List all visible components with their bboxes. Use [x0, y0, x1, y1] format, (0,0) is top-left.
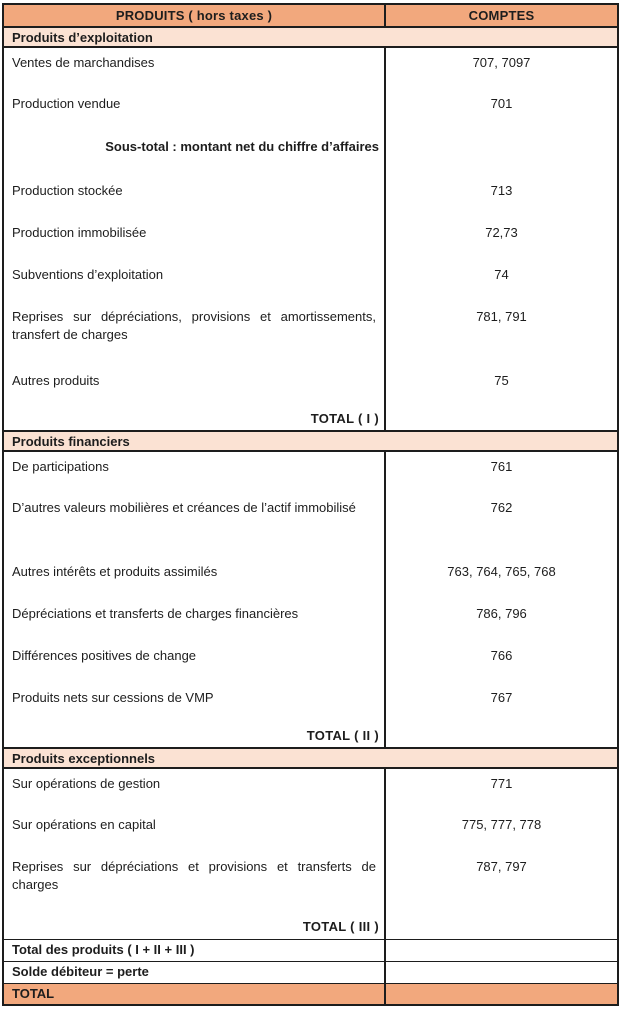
table-row — [3, 810, 618, 852]
line-item-label: Subventions d’exploitation — [3, 260, 385, 302]
section-band-row — [3, 431, 618, 451]
table-row — [3, 408, 618, 431]
line-item-label: Reprises sur dépréciations et provisions et transferts de charges — [3, 852, 385, 916]
line-item-label: Ventes de marchandises — [3, 47, 385, 89]
footer-label: Total des produits ( I + II + III ) — [3, 939, 385, 961]
footer-label: TOTAL — [3, 983, 385, 1005]
account-codes — [385, 408, 618, 431]
section-total-label: TOTAL ( I ) — [3, 408, 385, 431]
account-codes: 762 — [490, 500, 513, 515]
account-codes: 701 — [490, 96, 513, 111]
account-codes: 786, 796 — [476, 606, 527, 621]
account-codes: 761 — [490, 459, 513, 474]
line-item-label: Sur opérations en capital — [3, 810, 385, 852]
section-title-2: Produits exceptionnels — [3, 748, 618, 768]
account-codes: 787, 797 — [476, 859, 527, 874]
section-total-label: TOTAL ( III ) — [3, 916, 385, 939]
line-item-label: Production stockée — [3, 176, 385, 218]
account-codes — [385, 916, 618, 939]
table-row — [3, 599, 618, 641]
table-row — [3, 366, 618, 408]
account-codes: 781, 791 — [476, 309, 527, 324]
table-row — [3, 916, 618, 939]
line-item-label: Produits nets sur cessions de VMP — [3, 683, 385, 725]
produits-comptes-table — [2, 3, 619, 1006]
account-codes: 771 — [490, 776, 513, 791]
account-codes: 775, 777, 778 — [461, 817, 542, 832]
section-title-0: Produits d’exploitation — [3, 27, 618, 47]
column-header-comptes: COMPTES — [385, 4, 618, 27]
account-codes: 74 — [494, 267, 509, 282]
section-title-1: Produits financiers — [3, 431, 618, 451]
table-row — [3, 641, 618, 683]
table-row — [3, 451, 618, 493]
account-codes: 72,73 — [485, 225, 518, 240]
column-header-produits: PRODUITS ( hors taxes ) — [3, 4, 385, 27]
footer-value — [385, 983, 618, 1005]
account-codes: 707, 7097 — [472, 55, 531, 70]
table-header-row — [3, 4, 618, 27]
footer-label: Solde débiteur = perte — [3, 961, 385, 983]
line-item-label: Sur opérations de gestion — [3, 768, 385, 810]
table-row — [3, 131, 618, 176]
footer-value — [385, 961, 618, 983]
table-row — [3, 302, 618, 366]
account-codes: 767 — [490, 690, 513, 705]
table-row — [3, 768, 618, 810]
table-row — [3, 557, 618, 599]
account-codes: 713 — [490, 183, 513, 198]
table-row — [3, 47, 618, 89]
line-item-label: Dépréciations et transferts de charges financières — [3, 599, 385, 641]
table-row — [3, 89, 618, 131]
table-row — [3, 725, 618, 748]
account-codes: 766 — [490, 648, 513, 663]
line-item-label: Autres intérêts et produits assimilés — [3, 557, 385, 599]
footer-row — [3, 961, 618, 983]
line-item-label: Production vendue — [3, 89, 385, 131]
subtotal-label: Sous-total : montant net du chiffre d’affaires — [3, 131, 385, 176]
section-total-label: TOTAL ( II ) — [3, 725, 385, 748]
table-row — [3, 176, 618, 218]
account-codes: 75 — [494, 373, 509, 388]
section-band-row — [3, 27, 618, 47]
table-row — [3, 852, 618, 916]
table-row — [3, 260, 618, 302]
table-row — [3, 493, 618, 557]
line-item-label: Différences positives de change — [3, 641, 385, 683]
table-row — [3, 683, 618, 725]
table-row — [3, 218, 618, 260]
account-codes: 763, 764, 765, 768 — [447, 564, 556, 579]
line-item-label: Autres produits — [3, 366, 385, 408]
line-item-label: De participations — [3, 451, 385, 493]
section-band-row — [3, 748, 618, 768]
line-item-label: Production immobilisée — [3, 218, 385, 260]
line-item-label: Reprises sur dépréciations, provisions et amortissements, transfert de charges — [3, 302, 385, 366]
footer-value — [385, 939, 618, 961]
account-codes — [385, 725, 618, 748]
footer-row — [3, 939, 618, 961]
line-item-label: D’autres valeurs mobilières et créances de l’actif immobilisé — [3, 493, 385, 557]
account-codes — [385, 131, 618, 176]
footer-row — [3, 983, 618, 1005]
